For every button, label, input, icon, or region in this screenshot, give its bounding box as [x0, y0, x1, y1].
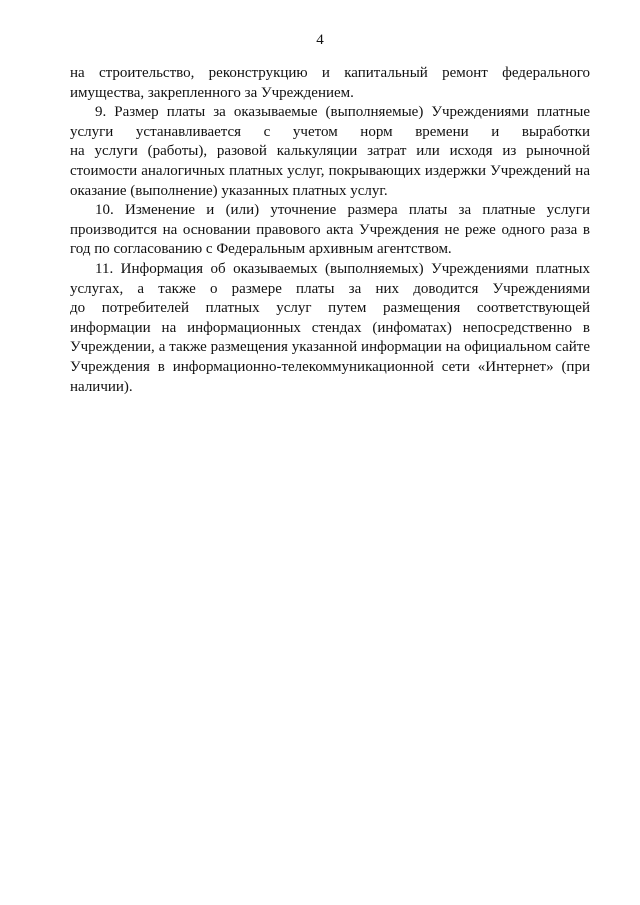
paragraph-item-11: [70, 260, 590, 397]
paragraph-item-9: [70, 103, 590, 201]
text-line: до потребителей платных услуг путем размещения соответствующей: [70, 300, 590, 317]
text-line: Учреждении, а также размещения указанной информации на официальном сайте: [70, 339, 590, 356]
text-line: 11. Информация об оказываемых (выполняемых) Учреждениями платных: [95, 260, 590, 277]
text-line: 10. Изменение и (или) уточнение размера платы за платные услуги: [95, 202, 590, 219]
paragraph-continuation: [70, 64, 590, 103]
text-line: услугах, а также о размере платы за них доводится Учреждениями: [70, 280, 590, 297]
text-line: производится на основании правового акта Учреждения не реже одного раза в: [70, 221, 590, 238]
paragraph-item-10: [70, 201, 590, 260]
text-line: стоимости аналогичных платных услуг, покрывающих издержки Учреждений на: [70, 162, 590, 179]
text-line: год по согласованию с Федеральным архивным агентством.: [70, 241, 452, 258]
text-line: наличии).: [70, 378, 133, 395]
text-line: на услуги (работы), разовой калькуляции затрат или исходя из рыночной: [70, 143, 590, 160]
document-body: [70, 64, 590, 397]
page-number: 4: [316, 32, 324, 48]
text-line: услуги устанавливается с учетом норм времени и выработки: [70, 123, 590, 140]
text-line: информации на информационных стендах (инфоматах) непосредственно в: [70, 319, 590, 336]
text-line: на строительство, реконструкцию и капитальный ремонт федерального: [70, 65, 590, 81]
text-line: оказание (выполнение) указанных платных услуг.: [70, 182, 388, 199]
text-line: имущества, закрепленного за Учреждением.: [70, 84, 354, 101]
text-line: 9. Размер платы за оказываемые (выполняемые) Учреждениями платные: [95, 104, 590, 121]
text-line: Учреждения в информационно-телекоммуникационной сети «Интернет» (при: [70, 358, 590, 375]
